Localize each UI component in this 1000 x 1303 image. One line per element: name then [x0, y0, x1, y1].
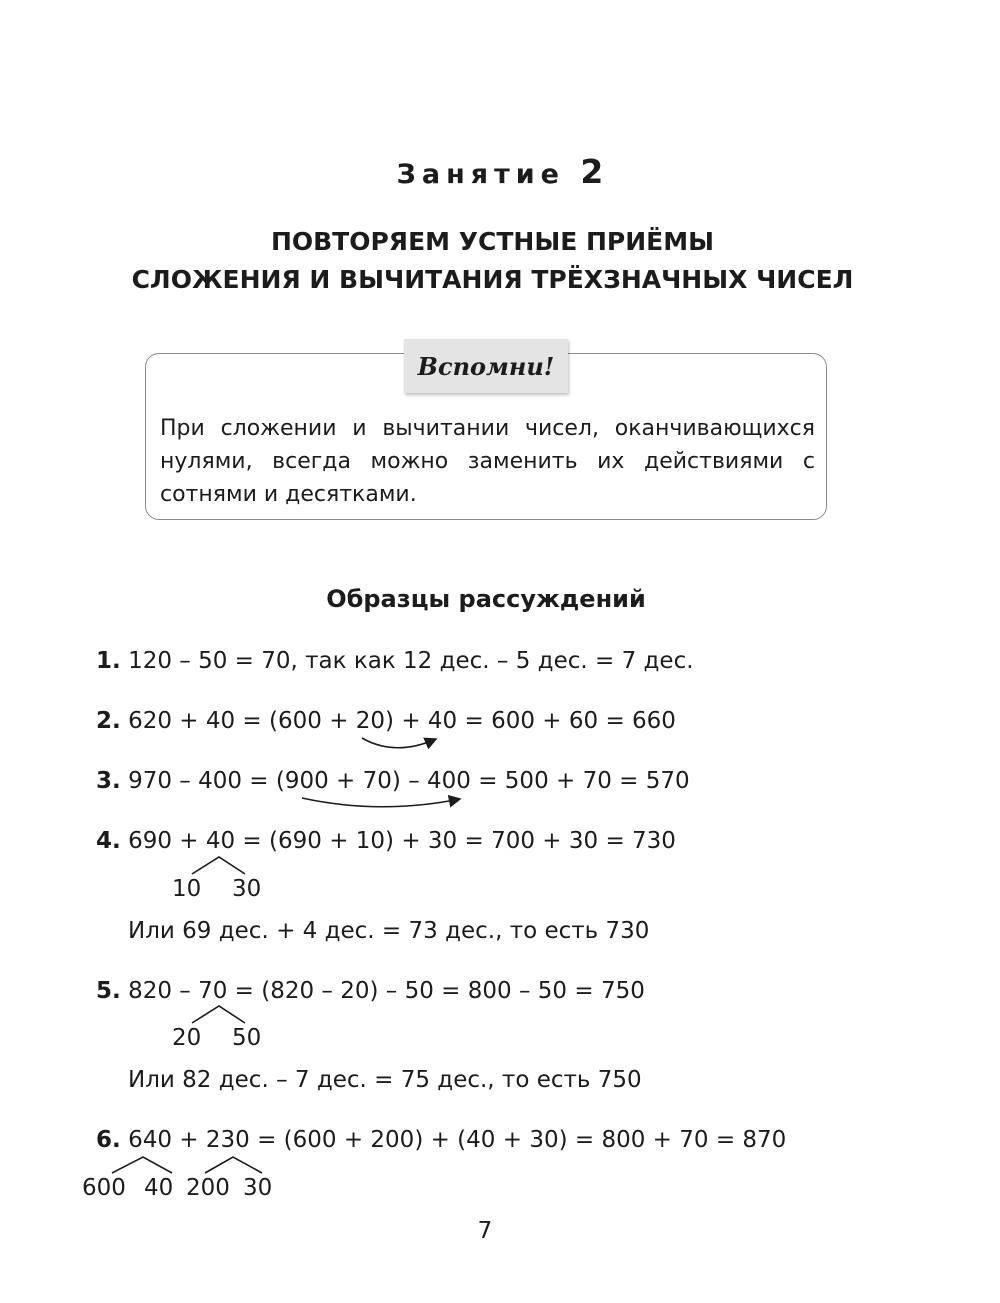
example-number: 4. — [96, 828, 121, 854]
split-part: 30 — [232, 876, 262, 902]
example-3 — [96, 768, 690, 794]
title-line-2: СЛОЖЕНИЯ И ВЫЧИТАНИЯ ТРЁХЗНАЧНЫХ ЧИСЕЛ — [131, 265, 854, 294]
split-part: 600 — [82, 1175, 126, 1201]
example-6 — [96, 1127, 786, 1153]
example-expression: 620 + 40 = (600 + 20) + 40 = 600 + 60 = 660 — [128, 708, 676, 734]
example-expression: 120 – 50 = 70, так как 12 дес. – 5 дес. = 7 дес. — [128, 648, 694, 674]
branch-example-5 — [192, 1006, 245, 1023]
samples-heading: Образцы рассуждений — [326, 585, 646, 613]
split-part: 10 — [172, 876, 202, 902]
example-expression: 690 + 40 = (690 + 10) + 30 = 700 + 30 = 730 — [128, 828, 676, 854]
example-expression: 820 – 70 = (820 – 20) – 50 = 800 – 50 = 750 — [128, 978, 645, 1004]
arrow-example-2 — [362, 738, 436, 748]
title-line-1: ПОВТОРЯЕМ УСТНЫЕ ПРИЁМЫ — [270, 227, 715, 256]
split-part: 30 — [243, 1175, 273, 1201]
split-part: 40 — [144, 1175, 174, 1201]
branch-example-6a — [112, 1157, 172, 1173]
example-4 — [96, 828, 676, 854]
example-expression: 640 + 230 = (600 + 200) + (40 + 30) = 800 + 70 = 870 — [128, 1127, 787, 1153]
page-number: 7 — [477, 1218, 493, 1244]
remember-text: При сложении и вычитании чисел, оканчивающихся нулями, всегда можно заменить их действиями с сотнями и десятками. — [160, 416, 815, 507]
example-number: 1. — [96, 648, 121, 674]
split-part: 50 — [232, 1025, 262, 1051]
arrow-example-3 — [302, 798, 460, 807]
example-number: 2. — [96, 708, 121, 734]
example-number: 6. — [96, 1127, 121, 1153]
example-expression: 970 – 400 = (900 + 70) – 400 = 500 + 70 = 570 — [128, 768, 690, 794]
lesson-word: Занятие — [396, 159, 565, 190]
example-5 — [96, 978, 645, 1004]
example-number: 3. — [96, 768, 121, 794]
example-2 — [96, 708, 676, 734]
branch-example-6b — [205, 1157, 262, 1173]
lesson-number: 2 — [580, 152, 604, 191]
split-part: 200 — [186, 1175, 230, 1201]
example-1 — [96, 648, 694, 674]
lesson-heading — [0, 152, 1000, 191]
branch-example-4 — [192, 857, 245, 874]
remember-label: Вспомни! — [404, 339, 568, 393]
example-number: 5. — [96, 978, 121, 1004]
example-4-alt: Или 69 дес. + 4 дес. = 73 дес., то есть 730 — [128, 918, 650, 944]
example-5-alt: Или 82 дес. – 7 дес. = 75 дес., то есть 750 — [128, 1067, 642, 1093]
split-part: 20 — [172, 1025, 202, 1051]
